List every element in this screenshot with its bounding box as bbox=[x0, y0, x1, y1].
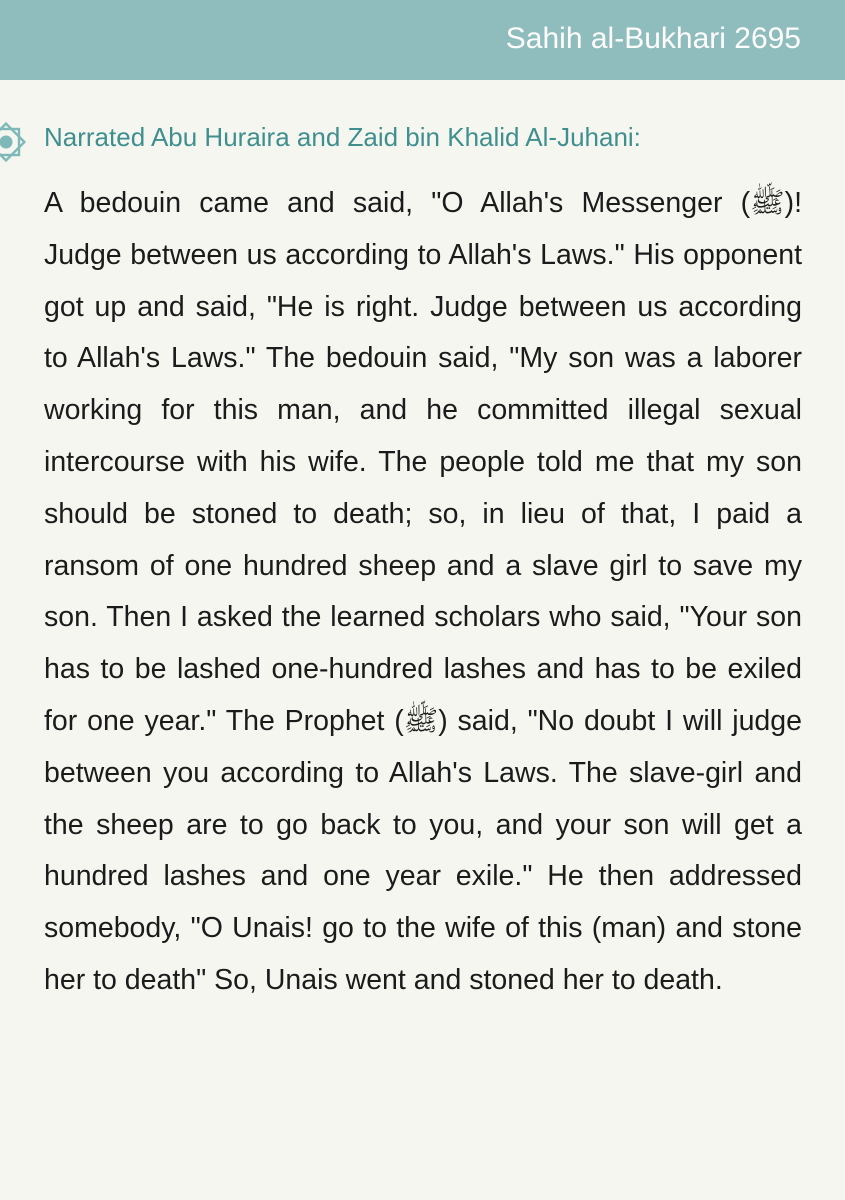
narrator-line: Narrated Abu Huraira and Zaid bin Khalid Al-Juhani: bbox=[44, 122, 641, 152]
header-bar bbox=[0, 0, 845, 80]
hadith-reference-title: Sahih al-Bukhari 2695 bbox=[505, 22, 801, 55]
hadith-body-text: A bedouin came and said, "O Allah's Messenger (ﷺ)! Judge between us according to Allah's Laws." His opponent got up and said, "He is right. Judge between us according to Allah's Laws." The bedouin said, "My son was a laborer working for this man, and he committed illegal sexual intercourse with his wife. The people told me that my son should be stoned to death; so, in lieu of that, I paid a ransom of one hundred sheep and a slave girl to save my son. Then I asked the learned scholars who said, "Your son has to be lashed one-hundred lashes and has to be exiled for one year." The Prophet (ﷺ) said, "No doubt I will judge between you according to Allah's Laws. The slave-girl and the sheep are to go back to you, and your son will get a hundred lashes and one year exile." He then addressed somebody, "O Unais! go to the wife of this (man) and stone her to death" So, Unais went and stoned her to death. bbox=[44, 187, 802, 996]
octagram-star-icon bbox=[0, 116, 30, 168]
